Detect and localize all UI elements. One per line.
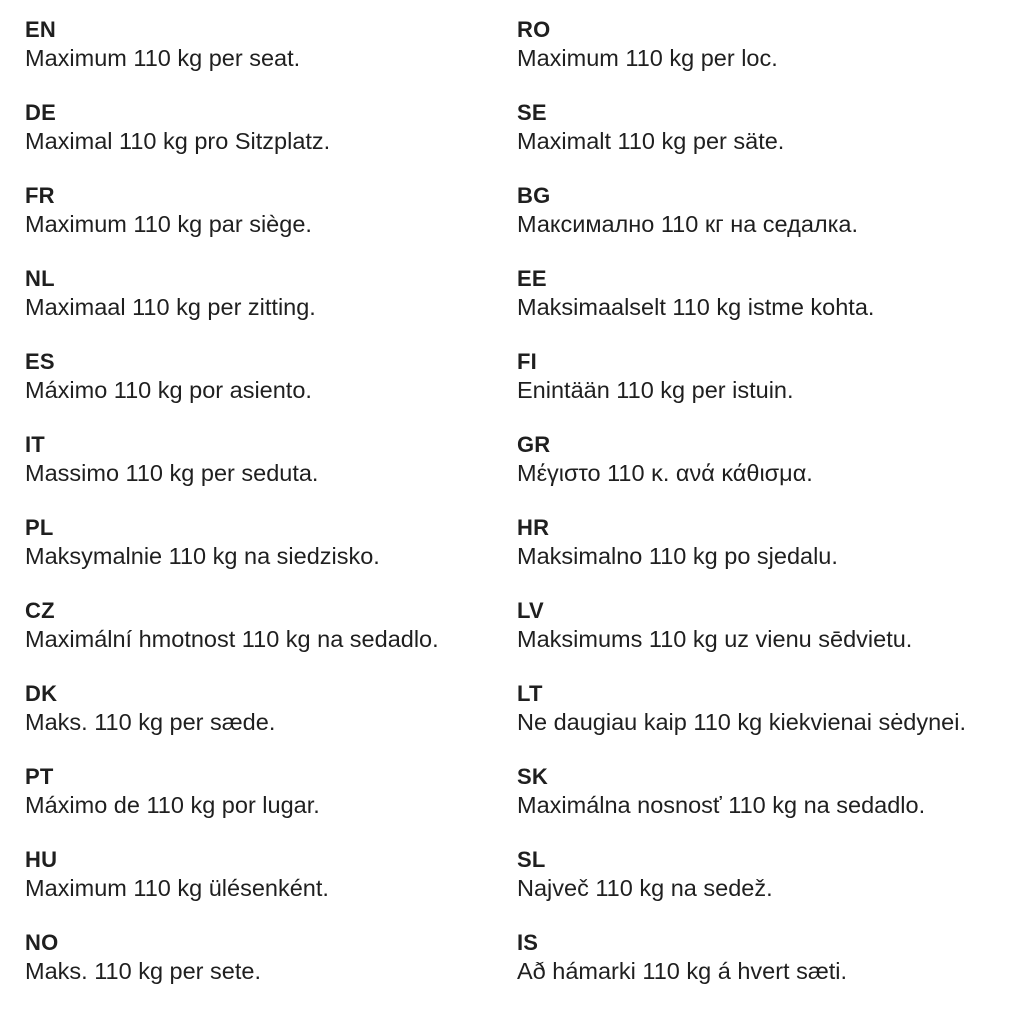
translation-text-fr: Maximum 110 kg par siège. — [25, 211, 312, 237]
translation-entry-se — [517, 99, 1009, 156]
language-code-lt: LT — [517, 681, 543, 706]
translation-text-no: Maks. 110 kg per sete. — [25, 958, 261, 984]
language-code-pt: PT — [25, 764, 54, 789]
language-code-it: IT — [25, 432, 45, 457]
translation-text-ee: Maksimaalselt 110 kg istme kohta. — [517, 294, 875, 320]
translation-entry-fi — [517, 348, 1009, 405]
translation-entry-es — [25, 348, 517, 405]
right-column — [517, 16, 1009, 1024]
translation-text-pt: Máximo de 110 kg por lugar. — [25, 792, 320, 818]
language-code-bg: BG — [517, 183, 551, 208]
translation-entry-ro — [517, 16, 1009, 73]
translation-entry-bg — [517, 182, 1009, 239]
language-code-lv: LV — [517, 598, 544, 623]
translation-text-sk: Maximálna nosnosť 110 kg na sedadlo. — [517, 792, 926, 818]
language-code-cz: CZ — [25, 598, 55, 623]
translation-text-se: Maximalt 110 kg per säte. — [517, 128, 785, 154]
language-code-sk: SK — [517, 764, 548, 789]
translation-entry-gr — [517, 431, 1009, 488]
translation-entry-it — [25, 431, 517, 488]
language-code-is: IS — [517, 930, 539, 955]
language-code-pl: PL — [25, 515, 54, 540]
translation-entry-lv — [517, 597, 1009, 654]
translation-text-dk: Maks. 110 kg per sæde. — [25, 709, 276, 735]
translation-entry-lt — [517, 680, 1009, 737]
translation-text-bg: Максимално 110 кг на седалка. — [517, 211, 858, 237]
translation-entry-en — [25, 16, 517, 73]
translation-entry-cz — [25, 597, 517, 654]
language-code-ro: RO — [517, 17, 551, 42]
translation-entry-fr — [25, 182, 517, 239]
translation-entry-hr — [517, 514, 1009, 571]
language-code-dk: DK — [25, 681, 58, 706]
translation-entry-nl — [25, 265, 517, 322]
translation-text-fi: Enintään 110 kg per istuin. — [517, 377, 794, 403]
translation-text-lv: Maksimums 110 kg uz vienu sēdvietu. — [517, 626, 913, 652]
language-code-nl: NL — [25, 266, 55, 291]
language-code-en: EN — [25, 17, 56, 42]
translation-entry-pt — [25, 763, 517, 820]
translation-text-is: Að hámarki 110 kg á hvert sæti. — [517, 958, 848, 984]
translation-text-gr: Μέγιστο 110 κ. ανά κάθισμα. — [517, 460, 813, 486]
translation-entry-pl — [25, 514, 517, 571]
translation-text-hr: Maksimalno 110 kg po sjedalu. — [517, 543, 838, 569]
translation-text-es: Máximo 110 kg por asiento. — [25, 377, 312, 403]
language-code-fr: FR — [25, 183, 55, 208]
language-code-gr: GR — [517, 432, 551, 457]
translation-text-en: Maximum 110 kg per seat. — [25, 45, 301, 71]
translation-text-it: Massimo 110 kg per seduta. — [25, 460, 319, 486]
translation-entry-sl — [517, 846, 1009, 903]
language-code-hu: HU — [25, 847, 58, 872]
language-code-fi: FI — [517, 349, 537, 374]
translation-entry-sk — [517, 763, 1009, 820]
translation-text-hu: Maximum 110 kg ülésenként. — [25, 875, 329, 901]
language-code-no: NO — [25, 930, 59, 955]
language-code-de: DE — [25, 100, 56, 125]
translation-text-cz: Maximální hmotnost 110 kg na sedadlo. — [25, 626, 439, 652]
translation-text-lt: Ne daugiau kaip 110 kg kiekvienai sėdynei. — [517, 709, 966, 735]
translation-entry-de — [25, 99, 517, 156]
translation-entry-dk — [25, 680, 517, 737]
translation-text-sl: Največ 110 kg na sedež. — [517, 875, 773, 901]
language-code-hr: HR — [517, 515, 550, 540]
translation-entry-is — [517, 929, 1009, 986]
translation-text-pl: Maksymalnie 110 kg na siedzisko. — [25, 543, 380, 569]
translation-text-ro: Maximum 110 kg per loc. — [517, 45, 778, 71]
left-column — [25, 16, 517, 1024]
translation-entry-hu — [25, 846, 517, 903]
translation-entry-ee — [517, 265, 1009, 322]
language-code-se: SE — [517, 100, 547, 125]
translation-text-de: Maximal 110 kg pro Sitzplatz. — [25, 128, 331, 154]
translation-entry-no — [25, 929, 517, 986]
language-code-es: ES — [25, 349, 55, 374]
language-code-sl: SL — [517, 847, 546, 872]
language-code-ee: EE — [517, 266, 547, 291]
translation-text-nl: Maximaal 110 kg per zitting. — [25, 294, 316, 320]
